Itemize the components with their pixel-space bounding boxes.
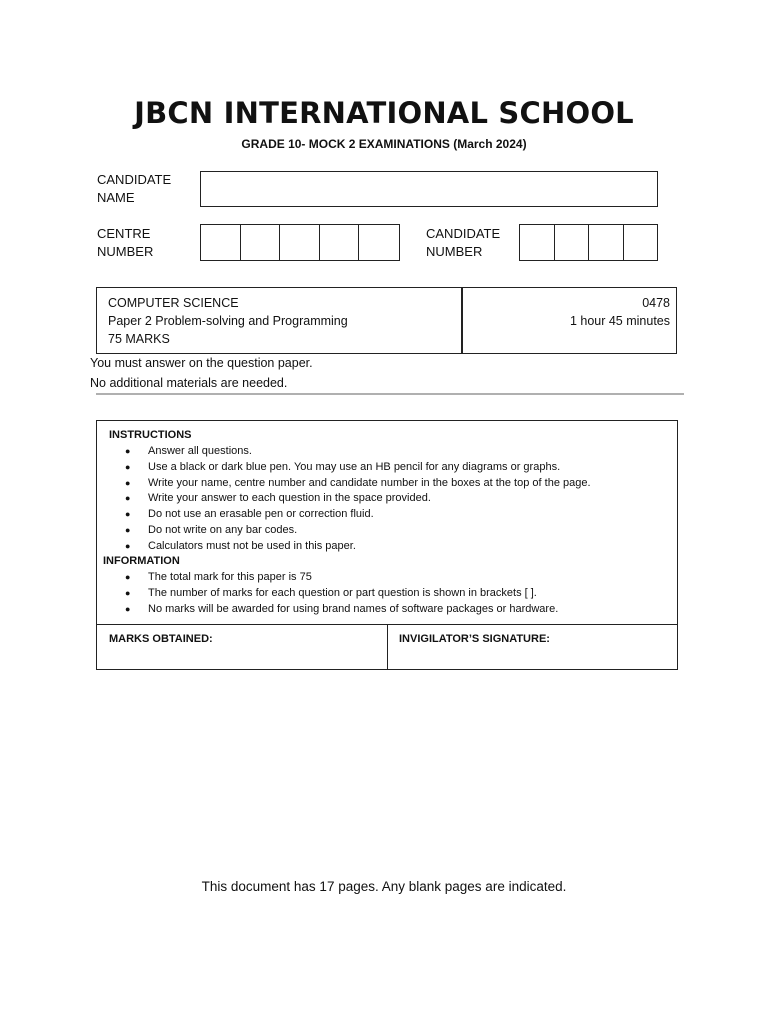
information-item-text: The number of marks for each question or part question is shown in brackets [ ]. — [148, 586, 537, 599]
instruction-item — [97, 523, 677, 539]
candidate-name-box[interactable] — [200, 171, 658, 207]
instruction-item — [97, 539, 677, 555]
candidate-number-label: CANDIDATE NUMBER — [426, 226, 501, 259]
centre-number-boxes[interactable] — [200, 224, 400, 261]
exam-subtitle: GRADE 10- MOCK 2 EXAMINATIONS (March 2024) — [241, 137, 527, 151]
instructions-box — [96, 420, 678, 670]
instruction-item — [97, 460, 677, 476]
centre-number-label: CENTRE NUMBER — [97, 226, 154, 259]
bullet-icon: ● — [125, 572, 131, 582]
instruction-item — [97, 491, 677, 507]
bullet-icon: ● — [125, 603, 131, 614]
candidate-number-cell[interactable] — [520, 225, 555, 261]
bullet-icon: ● — [125, 524, 131, 535]
instruction-item — [97, 507, 677, 523]
information-item — [97, 586, 677, 602]
bullet-icon: ● — [125, 493, 131, 504]
centre-number-cell[interactable] — [280, 225, 320, 261]
instruction-item-text: Calculators must not be used in this paper. — [148, 539, 356, 552]
information-item — [97, 602, 677, 618]
candidate-number-boxes[interactable] — [519, 224, 658, 261]
subject-box — [96, 287, 677, 354]
centre-number-cell[interactable] — [320, 225, 360, 261]
instruction-item-text: Do not use an erasable pen or correction fluid. — [148, 508, 374, 521]
bullet-icon: ● — [125, 461, 131, 472]
instructions-list — [97, 444, 677, 555]
total-marks: 75 MARKS — [108, 332, 170, 346]
page-count-footer: This document has 17 pages. Any blank pages are indicated. — [201, 879, 567, 894]
candidate-number-cell[interactable] — [589, 225, 624, 261]
candidate-number-cell[interactable] — [555, 225, 590, 261]
marks-row — [97, 624, 677, 670]
bullet-icon: ● — [125, 509, 131, 520]
centre-number-cell[interactable] — [201, 225, 241, 261]
subject-code: 0478 — [642, 296, 670, 310]
candidate-number-cell[interactable] — [624, 225, 658, 261]
exam-duration: 1 hour 45 minutes — [569, 314, 670, 328]
school-title: JBCN INTERNATIONAL SCHOOL — [134, 96, 634, 130]
subject-name: COMPUTER SCIENCE — [108, 296, 239, 310]
instruction-item-text: Use a black or dark blue pen. You may use an HB pencil for any diagrams or graphs. — [148, 460, 561, 473]
instruction-item-text: Do not write on any bar codes. — [148, 523, 298, 536]
note-answer-on-paper: You must answer on the question paper. — [90, 356, 313, 370]
information-list — [97, 570, 677, 617]
bullet-icon: ● — [125, 540, 131, 551]
subject-details — [108, 294, 348, 348]
marks-divider — [387, 625, 388, 670]
centre-number-cell[interactable] — [241, 225, 281, 261]
paper-title: Paper 2 Problem-solving and Programming — [108, 314, 348, 328]
instruction-item — [97, 444, 677, 460]
bullet-icon: ● — [125, 477, 131, 488]
instruction-item-text: Write your name, centre number and candidate number in the boxes at the top of the page. — [148, 476, 591, 489]
divider-rule — [96, 393, 684, 395]
centre-number-cell[interactable] — [359, 225, 399, 261]
instructions-heading: INSTRUCTIONS — [109, 429, 192, 441]
information-item-text: The total mark for this paper is 75 — [148, 571, 312, 583]
subject-meta — [570, 294, 670, 330]
information-heading: INFORMATION — [103, 555, 180, 567]
instruction-item-text: Answer all questions. — [148, 445, 252, 457]
marks-obtained-label: MARKS OBTAINED: — [109, 633, 213, 645]
bullet-icon: ● — [125, 587, 131, 598]
bullet-icon: ● — [125, 446, 131, 456]
instruction-item — [97, 476, 677, 492]
subject-divider — [461, 288, 463, 353]
note-no-materials: No additional materials are needed. — [90, 376, 288, 390]
invigilator-signature-label: INVIGILATOR’S SIGNATURE: — [399, 633, 550, 645]
candidate-name-label: CANDIDATE NAME — [97, 172, 172, 205]
information-item — [97, 570, 677, 586]
instruction-item-text: Write your answer to each question in the space provided. — [148, 492, 431, 505]
information-item-text: No marks will be awarded for using brand names of software packages or hardware. — [148, 602, 559, 615]
